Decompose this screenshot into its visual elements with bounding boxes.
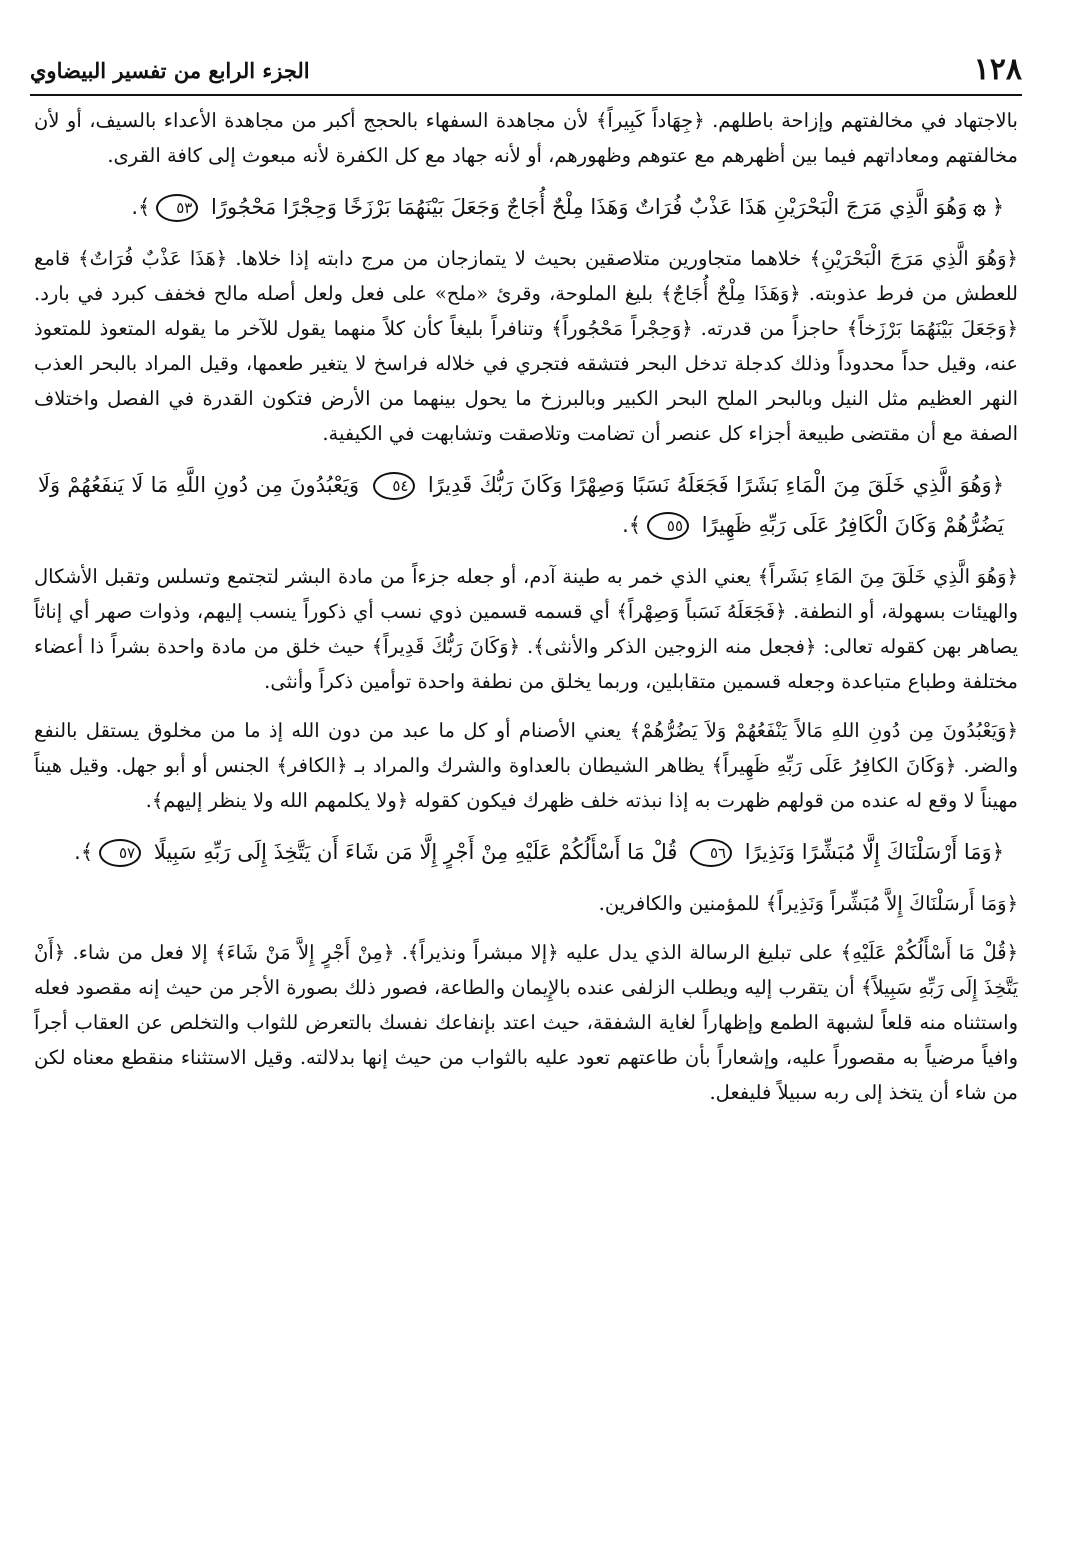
commentary-paragraph: بالاجتهاد في مخالفتهم وإزاحة باطلهم. ﴿جِهَاداً كَبِيراً﴾ لأن مجاهدة السفهاء بالحجج أكبر من مجاهدة الأعداء بالسيف، أو لأن مخالفتهم ومعاداتهم فيما بين أظهرهم مع عتوهم وظهورهم، أو لأنه جهاد مع كل الكفرة لأنه مبعوث إلى كافة القرى. <box>34 109 1018 167</box>
commentary-paragraph: ﴿وَمَا أَرسَلْنَاكَ إِلاَّ مُبَشِّراً وَنَذِيراً﴾ للمؤمنين والكافرين. <box>598 892 1018 915</box>
verse-number-badge: ٥٥ <box>647 512 689 540</box>
verse-open-bracket: ﴿ <box>991 473 1004 497</box>
verse-close-bracket: ﴾. <box>622 513 642 537</box>
verse-open-bracket: ﴿ <box>991 195 1004 219</box>
commentary-paragraph: ﴿وَهُوَ الَّذِي مَرَجَ الْبَحْرَيْنِ﴾ خلاهما متجاورين متلاصقين بحيث لا يتمازجان من مرج دابته إذا خلاها. ﴿هَذَا عَذْبٌ فُرَاتٌ﴾ قامع للعطش من فرط عذوبته. ﴿وَهَذَا مِلْحٌ أُجَاجٌ﴾ بليغ الملوحة، وقرئ «ملح» على فعل ولعل أصله مالح فخفف كبرد في بارد. ﴿وَجَعَلَ بَيْنَهُمَا بَرْزَخاً﴾ حاجزاً من قدرته. ﴿وَحِجْراً مَحْجُوراً﴾ وتنافراً بليغاً كأن كلاً منهما يقول للآخر ما يقوله المتعوذ للمتعوذ عنه، وقيل حداً محدوداً وذلك كدجلة تدخل البحر فتشقه فتجري في خلاله فراسخ لا يتغير طعمها، وقيل المراد بالبحر العذب النهر العظيم مثل النيل وبالبحر الملح البحر الكبير وبالبرزخ ما يحول بينهما من الأرض فتكون القدرة في الفصل واختلاف الصفة مع أن مقتضى طبيعة أجزاء كل عنصر أن تضامت وتلاصقت وتشابهت في الكيفية. <box>34 247 1018 445</box>
quran-verse-block <box>34 832 1022 872</box>
running-title: الجزء الرابع من تفسير البيضاوي <box>30 58 310 83</box>
quran-verse-block <box>34 187 1022 227</box>
commentary-paragraph: ﴿وَهُوَ الَّذِي خَلَقَ مِنَ المَاءِ بَشَراً﴾ يعني الذي خمر به طينة آدم، أو جعله جزءاً من مادة البشر لتجتمع وتسلس وتقبل الأشكال والهيئات بسهولة، أو النطفة. ﴿فَجَعَلَهُ نَسَباً وَصِهْراً﴾ أي قسمه قسمين ذوي نسب أي ذكوراً ينسب إليهم، وذوات صهر أي إناثاً يصاهر بهن كقوله تعالى: ﴿فجعل منه الزوجين الذكر والأنثى﴾. ﴿وَكَانَ رَبُّكَ قَدِيراً﴾ حيث خلق من مادة واحدة بشراً ذا أعضاء مختلفة وطباع متباعدة وجعله قسمين متقابلين، وربما يخلق من نطفة واحدة توأمين ذكراً وأنثى. <box>34 565 1018 693</box>
verse-number-badge: ٥٦ <box>690 839 732 867</box>
verse-number-badge: ٥٣ <box>156 194 198 222</box>
verse-close-bracket: ﴾. <box>131 195 151 219</box>
page-body <box>34 103 1022 1539</box>
verse-text: وَهُوَ الَّذِي خَلَقَ مِنَ الْمَاءِ بَشَرًا فَجَعَلَهُ نَسَبًا وَصِهْرًا وَكَانَ رَبُّكَ قَدِيرًا <box>427 473 992 497</box>
verse-open-bracket: ﴿ <box>991 840 1004 864</box>
verse-text: وَمَا أَرْسَلْنَاكَ إِلَّا مُبَشِّرًا وَنَذِيرًا <box>744 840 992 864</box>
verse-text: قُلْ مَا أَسْأَلُكُمْ عَلَيْهِ مِنْ أَجْرٍ إِلَّا مَن شَاءَ أَن يَتَّخِذَ إِلَى رَبِّهِ سَبِيلًا <box>153 840 678 864</box>
commentary-paragraph: ﴿وَيَعْبُدُونَ مِن دُونِ اللهِ مَالاً يَنْفَعُهُمْ وَلاَ يَضُرُّهُمْ﴾ يعني الأصنام أو كل ما عبد من دون الله إذ ما من مخلوق يستقل بالنفع والضر. ﴿وَكَانَ الكافِرُ عَلَى رَبِّهِ ظَهِيراً﴾ يظاهر الشيطان بالعداوة والشرك والمراد بـ ﴿الكافر﴾ الجنس أو أبو جهل. وقيل هيناً مهيناً لا وقع له عنده من قولهم ظهرت به إذا نبذته خلف ظهرك فيكون كقوله ﴿ولا يكلمهم الله ولا ينظر إليهم﴾. <box>34 719 1018 812</box>
quran-verse-block <box>34 465 1022 545</box>
rub-el-hizb-icon: ۞ <box>973 195 986 219</box>
commentary-paragraph: ﴿قُلْ مَا أَسْأَلُكُمْ عَلَيْهِ﴾ على تبليغ الرسالة الذي يدل عليه ﴿إلا مبشراً ونذيراً﴾. ﴿مِنْ أَجْرٍ إِلاَّ مَنْ شَاءَ﴾ إلا فعل من شاء. ﴿أَنْ يَتَّخِذَ إِلَى رَبِّهِ سَبِيلاً﴾ أن يتقرب إليه ويطلب الزلفى عنده بالإِيمان والطاعة، فصور ذلك بصورة الأجر من حيث إنه مقصود فعله واستثناه منه قلعاً لشبهة الطمع وإظهاراً لغاية الشفقة، حيث اعتد بإنفاعك نفسك بالتعرض للثواب والتخلص عن العقاب أجراً وافياً مرضياً به مقصوراً عليه، وإشعاراً بأن طاعتهم تعود عليه بالثواب من حيث إنها بدلالته. وقيل الاستثناء منقطع معناه لكن من شاء أن يتخذ إلى ربه سبيلاً فليفعل. <box>34 941 1018 1104</box>
verse-text: وَيَعْبُدُونَ مِن دُونِ اللَّهِ مَا لَا يَنفَعُهُمْ وَلَا يَضُرُّهُمْ وَكَانَ الْكَافِرُ عَلَى رَبِّهِ ظَهِيرًا <box>38 473 1004 537</box>
verse-close-bracket: ﴾. <box>74 840 94 864</box>
verse-text: وَهُوَ الَّذِي مَرَجَ الْبَحْرَيْنِ هَذَا عَذْبٌ فُرَاتٌ وَهَذَا مِلْحٌ أُجَاجٌ وَجَعَلَ بَيْنَهُمَا بَرْزَخًا وَحِجْرًا مَحْجُورًا <box>211 195 968 219</box>
verse-number-badge: ٥٧ <box>99 839 141 867</box>
verse-number-badge: ٥٤ <box>373 472 415 500</box>
page-header <box>30 50 1022 96</box>
page-number: ١٢٨ <box>973 52 1022 87</box>
